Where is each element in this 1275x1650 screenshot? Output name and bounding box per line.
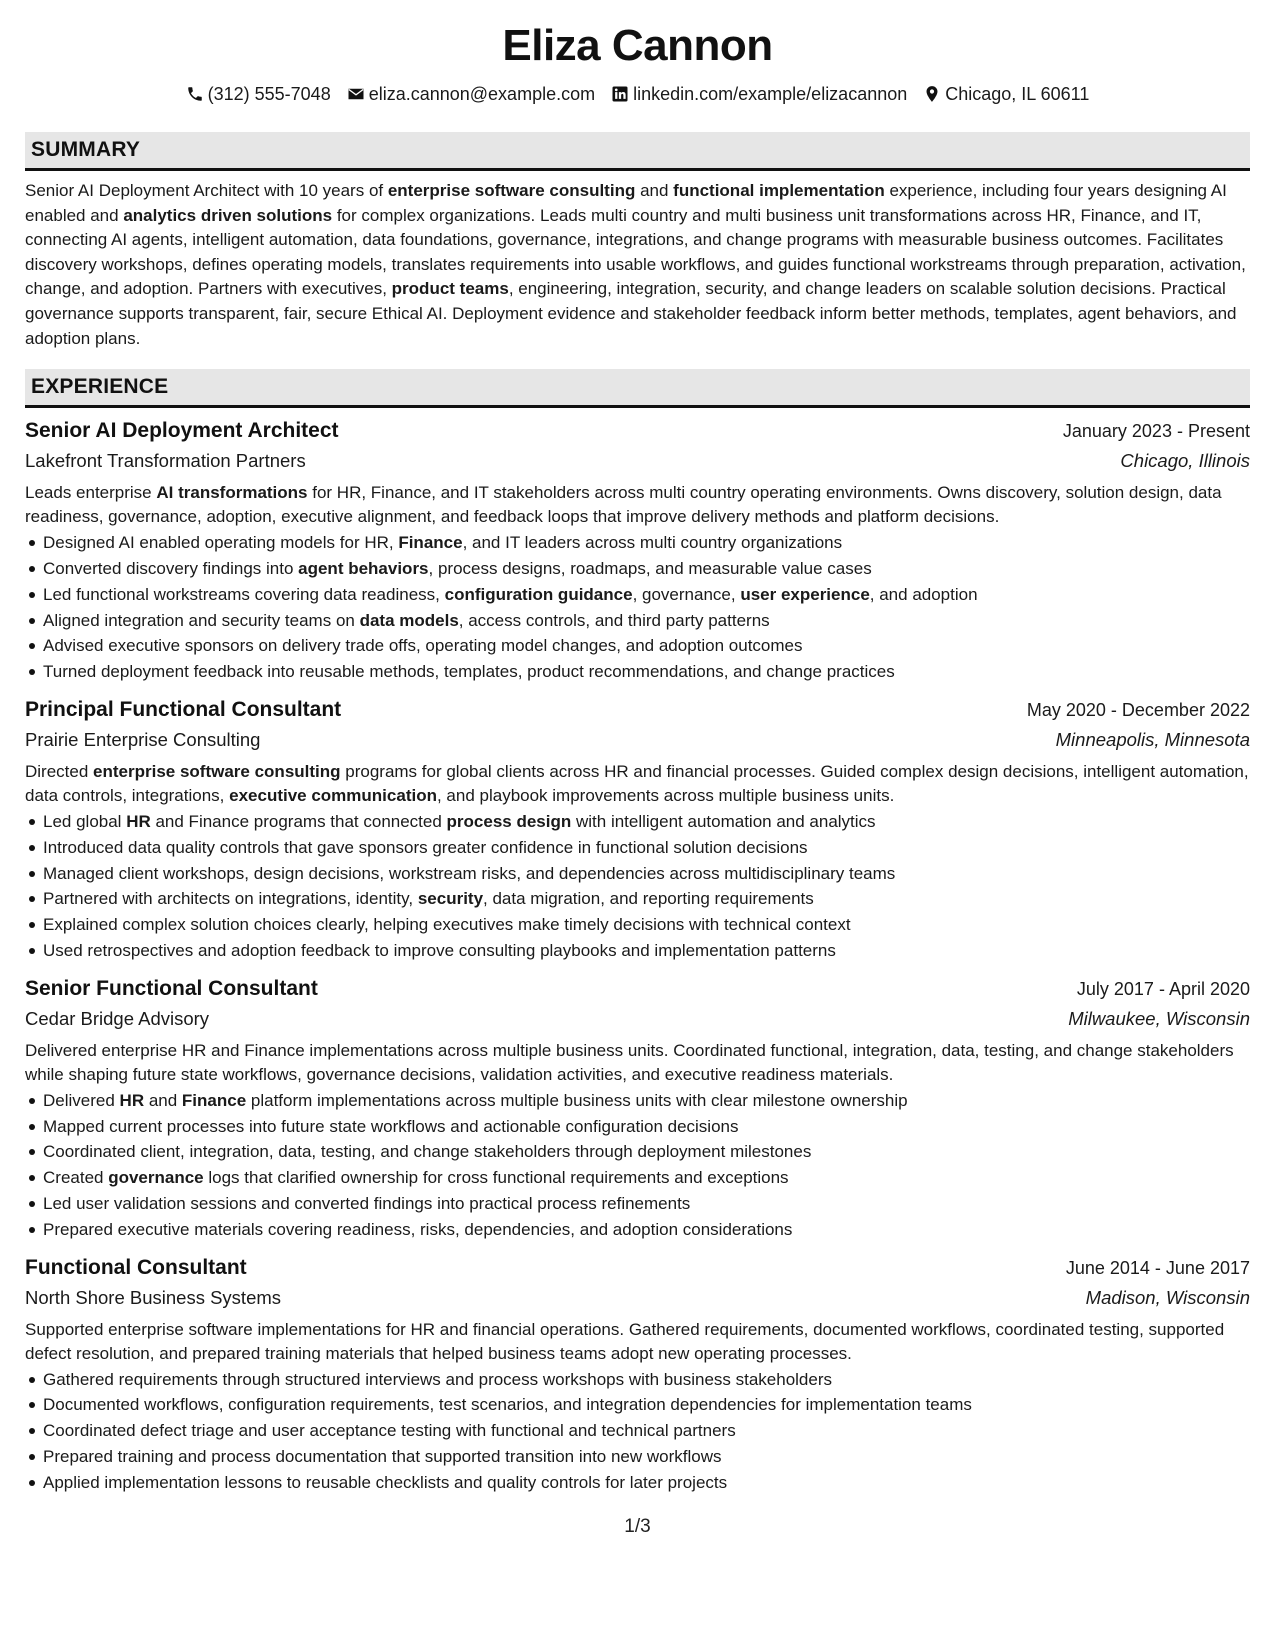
contact-bar (25, 82, 1250, 106)
emphasis-text: security (417, 889, 484, 909)
emphasis-text: product teams (391, 279, 509, 299)
job-description: Supported enterprise software implementations for HR and financial operations. Gathered requirements, documented workflows, coordinated testing, supported defect resolution, and prepared training materials that helped business teams adopt new operating processes. (25, 1319, 1225, 1363)
emphasis-text: process design (446, 811, 572, 831)
phone-number: (312) 555-7048 (207, 84, 331, 104)
job-bullets (25, 809, 1250, 964)
contact-linkedin[interactable] (611, 82, 907, 106)
bullet-item: Converted discovery findings into agent behaviors, process designs, roadmaps, and measurable value cases (25, 556, 1250, 582)
bullet-item: Advised executive sponsors on delivery trade offs, operating model changes, and adoption outcomes (25, 633, 1250, 659)
emphasis-text: analytics driven solutions (123, 205, 333, 225)
job-title: Senior AI Deployment Architect (25, 419, 339, 443)
emphasis-text: HR (119, 1090, 145, 1110)
bullet-item: Aligned integration and security teams on data models, access controls, and third party patterns (25, 608, 1250, 634)
experience-heading: EXPERIENCE (25, 369, 1250, 408)
bullet-item: Managed client workshops, design decisions, workstream risks, and dependencies across multidisciplinary teams (25, 861, 1250, 887)
summary-text: Senior AI Deployment Architect with 10 years of enterprise software consulting and functional implementation experience, including four years designing AI enabled and analytics driven solutions for complex organizations. Leads multi country and multi business unit transformations across HR, Finance, and IT, connecting AI agents, intelligent automation, data foundations, governance, integrations, and change programs with measurable business outcomes. Facilitates discovery workshops, defines operating models, translates requirements into usable workflows, and guides functional workstreams through preparation, activation, change, and adoption. Partners with executives, product teams, engineering, integration, security, and change leaders on scalable solution decisions. Practical governance supports transparent, fair, secure Ethical AI. Deployment evidence and stakeholder feedback inform better methods, templates, agent behaviors, and adoption plans. (25, 181, 1246, 348)
job-description: Directed enterprise software consulting programs for global clients across HR and financial processes. Guided complex design decisions, intelligent automation, data controls, integrations, executive communication, and playbook improvements across multiple business units. (25, 761, 1249, 805)
bullet-item: Prepared training and process documentation that supported transition into new workflows (25, 1444, 1250, 1470)
job-dates: July 2017 - April 2020 (1076, 978, 1250, 999)
page-number: 1/3 (624, 1516, 651, 1537)
emphasis-text: enterprise software consulting (93, 761, 341, 781)
job-title: Principal Functional Consultant (25, 697, 342, 721)
emphasis-text: Finance (181, 1090, 247, 1110)
job-description: Leads enterprise AI transformations for HR, Finance, and IT stakeholders across multi country operating environments. Owns discovery, solution design, data readiness, governance, adoption, executive alignment, and feedback loops that improve delivery methods and platform decisions. (25, 483, 1222, 527)
contact-location (923, 82, 1089, 106)
emphasis-text: data models (359, 610, 459, 630)
company-name: North Shore Business Systems (25, 1286, 282, 1308)
job-entry (25, 1253, 1250, 1496)
summary-heading: SUMMARY (25, 132, 1250, 171)
bullet-item: Mapped current processes into future state workflows and actionable configuration decisions (25, 1114, 1250, 1140)
emphasis-text: HR (126, 811, 151, 831)
job-bullets (25, 530, 1250, 685)
job-location: Chicago, Illinois (1120, 450, 1250, 472)
linkedin-icon (611, 85, 629, 103)
job-entry (25, 695, 1250, 964)
emphasis-text: user experience (740, 584, 870, 604)
job-dates: June 2014 - June 2017 (1065, 1257, 1250, 1278)
bullet-item: Led global HR and Finance programs that connected process design with intelligent automation and analytics (25, 809, 1250, 835)
bullet-item: Led functional workstreams covering data readiness, configuration guidance, governance, user experience, and adoption (25, 582, 1250, 608)
company-name: Cedar Bridge Advisory (25, 1007, 210, 1029)
bullet-item: Partnered with architects on integrations, identity, security, data migration, and reporting requirements (25, 886, 1250, 912)
experience-list (25, 416, 1250, 1495)
job-entry (25, 416, 1250, 685)
emphasis-text: agent behaviors (298, 558, 429, 578)
job-title: Functional Consultant (25, 1255, 247, 1279)
phone-icon (186, 85, 204, 103)
emphasis-text: enterprise software consulting (387, 181, 636, 200)
job-dates: January 2023 - Present (1062, 421, 1250, 442)
linkedin-link[interactable]: linkedin.com/example/elizacannon (633, 84, 908, 104)
bullet-item: Documented workflows, configuration requirements, test scenarios, and integration dependencies for implementation teams (25, 1392, 1250, 1418)
candidate-name: Eliza Cannon (502, 21, 773, 70)
bullet-item: Designed AI enabled operating models for HR, Finance, and IT leaders across multi country organizations (25, 530, 1250, 556)
emphasis-text: Finance (398, 533, 463, 553)
contact-phone (186, 82, 331, 106)
bullet-item: Introduced data quality controls that gave sponsors greater confidence in functional solution decisions (25, 835, 1250, 861)
bullet-item: Explained complex solution choices clearly, helping executives make timely decisions with technical context (25, 912, 1250, 938)
emphasis-text: executive communication (229, 785, 437, 805)
bullet-item: Applied implementation lessons to reusable checklists and quality controls for later projects (25, 1470, 1250, 1496)
bullet-item: Created governance logs that clarified ownership for cross functional requirements and exceptions (25, 1165, 1250, 1191)
location-text: Chicago, IL 60611 (945, 84, 1090, 104)
bullet-item: Gathered requirements through structured interviews and process workshops with business stakeholders (25, 1367, 1250, 1393)
job-bullets (25, 1367, 1250, 1496)
job-bullets (25, 1088, 1250, 1243)
map-pin-icon (923, 85, 941, 103)
job-description: Delivered enterprise HR and Finance implementations across multiple business units. Coordinated functional, integration, data, testing, and change stakeholders while shaping future state workflows, governance decisions, validation activities, and executive readiness materials. (25, 1040, 1234, 1084)
bullet-item: Turned deployment feedback into reusable methods, templates, product recommendations, and change practices (25, 659, 1250, 685)
contact-email[interactable] (347, 82, 595, 106)
job-location: Madison, Wisconsin (1085, 1286, 1250, 1308)
emphasis-text: configuration guidance (444, 584, 633, 604)
job-title: Senior Functional Consultant (25, 976, 318, 1000)
company-name: Lakefront Transformation Partners (25, 450, 306, 472)
bullet-item: Delivered HR and Finance platform implementations across multiple business units with clear milestone ownership (25, 1088, 1250, 1114)
bullet-item: Coordinated client, integration, data, testing, and change stakeholders through deployment milestones (25, 1139, 1250, 1165)
emphasis-text: governance (108, 1168, 204, 1188)
bullet-item: Coordinated defect triage and user acceptance testing with functional and technical partners (25, 1418, 1250, 1444)
emphasis-text: AI transformations (156, 483, 308, 503)
bullet-item: Led user validation sessions and converted findings into practical process refinements (25, 1191, 1250, 1217)
job-dates: May 2020 - December 2022 (1026, 699, 1250, 720)
emphasis-text: functional implementation (673, 181, 885, 200)
job-location: Milwaukee, Wisconsin (1068, 1007, 1250, 1029)
company-name: Prairie Enterprise Consulting (25, 728, 261, 750)
bullet-item: Used retrospectives and adoption feedback to improve consulting playbooks and implementation patterns (25, 938, 1250, 964)
envelope-icon (347, 85, 365, 103)
email-link[interactable]: eliza.cannon@example.com (368, 84, 596, 104)
job-location: Minneapolis, Minnesota (1055, 728, 1250, 750)
job-entry (25, 974, 1250, 1243)
bullet-item: Prepared executive materials covering readiness, risks, dependencies, and adoption considerations (25, 1217, 1250, 1243)
resume-page (25, 18, 1250, 1495)
